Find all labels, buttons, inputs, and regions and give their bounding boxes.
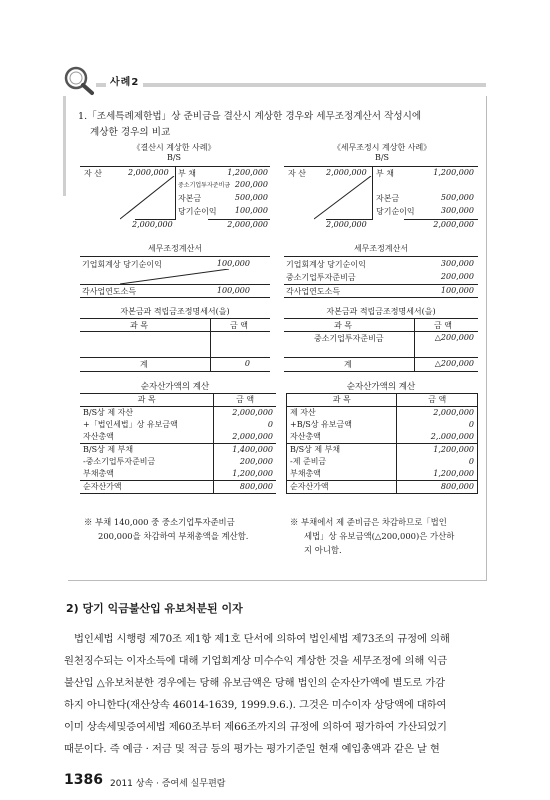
bs-center-rule [372, 166, 373, 220]
tax-row1-label: 기업회계상 당기순이익 [82, 260, 162, 269]
nav-value: 1,200,000 [397, 444, 478, 457]
left-bs-table [80, 166, 270, 230]
case-subtitle-line2: 계상한 경우의 비교 [90, 127, 171, 138]
nav-row: 자산총액 [287, 431, 397, 444]
nav-h1: 과 목 [80, 394, 214, 407]
page-number: 1386 [64, 772, 103, 788]
right-caption: 《세무조정시 계상한 사례》 [332, 143, 432, 152]
nav-row: 자산총액 [80, 431, 214, 444]
tax-row1-label: 기업회계상 당기순이익 [286, 260, 366, 269]
profit-value: 100,000 [234, 206, 268, 215]
recon-col-rule [210, 319, 211, 371]
case-title: 사례2 [106, 73, 143, 88]
nav-value: 200,000 [239, 457, 273, 466]
case-subtitle-line1: 1.「조세특례제한법」상 준비금을 결산시 계상한 경우와 세무조정계산서 작성시에 [78, 111, 422, 122]
total-left: 2,000,000 [132, 220, 173, 229]
nav-value: 1,200,000 [397, 468, 478, 481]
capital-value: 500,000 [440, 193, 474, 202]
recon-total-value: 0 [244, 359, 250, 368]
nav-h2: 금 액 [214, 394, 276, 407]
nav-value: 800,000 [397, 481, 478, 494]
nav-row: +B/S상 유보금액 [287, 419, 397, 431]
nav-row: 제 자산 [287, 407, 397, 420]
debt-label: 부 채 [178, 169, 196, 178]
left-note-line1: ※ 부채 140,000 중 중소기업투자준비금 [84, 517, 235, 527]
nav-h1: 과 목 [287, 394, 397, 407]
left-recon-title: 자본금과 적립금조정명세서(을) [120, 307, 230, 316]
nav-row: B/S상 제 부채 [287, 444, 397, 457]
nav-row: 부채총액 [80, 468, 214, 481]
right-note-line2: 세법」상 유보금액(△200,000)은 가산하 [304, 531, 455, 541]
asset-value: 2,000,000 [128, 168, 169, 177]
asset-label: 자 산 [288, 169, 306, 178]
nav-row: B/S상 제 자산 [80, 407, 214, 420]
recon-h2: 금 액 [434, 321, 452, 330]
tax-row3-rule [80, 284, 270, 285]
asset-label: 자 산 [84, 169, 102, 178]
nav-value: 2,000,000 [214, 431, 276, 444]
recon-h2: 금 액 [230, 321, 248, 330]
body-line: 불산입 △유보처분한 경우에는 당해 유보금액은 당해 법인의 순자산가액에 별도로 가감 [64, 677, 446, 689]
bs-center-rule [175, 166, 176, 220]
tax-diagonal [120, 269, 230, 285]
total-right: 2,000,000 [433, 220, 474, 229]
capital-label: 자본금 [376, 194, 400, 203]
total-left: 2,000,000 [326, 220, 367, 229]
right-tax-title: 세무조정계산서 [353, 244, 409, 253]
left-nav-table [80, 393, 276, 494]
recon-header-rule [80, 331, 270, 332]
nav-h2: 금 액 [397, 394, 478, 407]
nav-row: -중소기업투자준비금 [80, 456, 214, 468]
recon-total-label: 계 [344, 360, 352, 369]
recon-h1: 과 목 [334, 321, 352, 330]
left-bs-label: B/S [166, 153, 182, 162]
body-line: 때문이다. 즉 예금 · 저금 및 적금 등의 평가는 평가기준일 현재 예입총액과 같은 날 현 [64, 743, 440, 755]
nav-value: 2,000,000 [397, 407, 478, 420]
tax-row2-value: 200,000 [440, 272, 474, 281]
case-header [62, 66, 486, 92]
profit-label: 당기순이익 [178, 207, 217, 216]
nav-row: 순자산가액 [287, 481, 397, 494]
body-line: 원천징수되는 이자소득에 대해 기업회계상 미수수익 계상한 것을 세무조정에 의해 익금 [64, 655, 448, 667]
reserve-value: 200,000 [234, 180, 268, 189]
nav-value: 800,000 [214, 481, 276, 494]
nav-value: 1,400,000 [232, 445, 273, 454]
recon-total-rule [284, 357, 478, 358]
left-recon-table [80, 318, 270, 372]
tax-row3-value: 100,000 [216, 286, 250, 295]
bs-diagonal [314, 176, 372, 220]
left-tax-table [80, 256, 270, 298]
debt-label: 부 채 [376, 169, 394, 178]
recon-total-value: △200,000 [434, 359, 474, 368]
right-tax-table [284, 256, 478, 298]
profit-label: 당기순이익 [376, 207, 415, 216]
bs-diagonal [120, 176, 175, 220]
left-nav-title: 순자산가액의 계산 [140, 382, 210, 392]
body-line: 법인세법 시행령 제70조 제1항 제1호 단서에 의하여 법인세법 제73조의 규정에 의해 [74, 633, 450, 645]
left-caption: 《결산시 계상한 사례》 [132, 143, 216, 152]
body-line: 하지 아니한다(재산상속 46014-1639, 1999.9.6.). 그것은 미수이자 상당액에 대하여 [64, 699, 447, 711]
body-line: 이미 상속세및증여세법 제60조부터 제66조까지의 규정에 의하여 평가하여 가산되었기 [64, 721, 447, 733]
recon-header-rule [284, 331, 478, 332]
nav-row: +「법인세법」상 유보금액 [80, 419, 214, 431]
right-nav-table [286, 393, 478, 494]
left-tax-title: 세무조정계산서 [147, 244, 203, 253]
right-recon-title: 자본금과 적립금조정명세서(을) [326, 307, 436, 316]
right-bs-table [284, 166, 478, 230]
tax-row3-label: 각사업연도소득 [286, 287, 341, 296]
tax-row2-label: 중소기업투자준비금 [286, 273, 356, 282]
nav-value: 2,000,000 [232, 408, 273, 417]
debt-value: 1,200,000 [227, 168, 268, 177]
bs-top-rule [284, 166, 478, 167]
nav-row: B/S상 제 부채 [80, 444, 214, 457]
capital-label: 자본금 [178, 194, 202, 203]
nav-value: 0 [397, 456, 478, 468]
side-bar [63, 96, 66, 196]
recon-total-rule [80, 357, 270, 358]
total-right: 2,000,000 [227, 220, 268, 229]
reserve-label: 중소기업투자준비금 [178, 182, 231, 189]
nav-value: 0 [267, 420, 273, 429]
nav-row: 부채총액 [287, 468, 397, 481]
debt-value: 1,200,000 [433, 168, 474, 177]
header-rule [96, 83, 486, 87]
tax-row3-label: 각사업연도소득 [82, 287, 137, 296]
recon-total-label: 계 [140, 360, 148, 369]
asset-value: 2,000,000 [326, 168, 367, 177]
nav-value: 2,.000,000 [397, 431, 478, 444]
recon-item-label: 중소기업투자준비금 [314, 334, 384, 343]
right-bs-label: B/S [374, 153, 390, 162]
magnifier-icon [62, 66, 102, 96]
recon-h1: 과 목 [130, 321, 148, 330]
nav-value: 1,200,000 [214, 468, 276, 481]
right-nav-title: 순자산가액의 계산 [346, 382, 416, 392]
capital-value: 500,000 [234, 193, 268, 202]
nav-row: -제 준비금 [287, 456, 397, 468]
right-recon-table [284, 318, 478, 372]
right-note-line1: ※ 부채에서 제 준비금은 차감하므로「법인 [290, 517, 447, 527]
section-heading: 2) 당기 익금불산입 유보처분된 이자 [66, 602, 243, 615]
recon-col-rule [414, 319, 415, 371]
profit-value: 300,000 [440, 206, 474, 215]
book-title: 2011 상속 · 증여세 실무편람 [110, 779, 226, 789]
tax-row3-value: 100,000 [440, 286, 474, 295]
left-note-line2: 200,000을 차감하여 부채총액을 계산함. [98, 531, 249, 541]
tax-row1-value: 300,000 [440, 259, 474, 268]
nav-value: 0 [397, 419, 478, 431]
recon-item-value: △200,000 [434, 333, 474, 342]
right-note-line3: 지 아니함. [304, 545, 342, 555]
tax-row1-value: 100,000 [216, 259, 250, 268]
tax-row3-rule [284, 284, 478, 285]
nav-row: 순자산가액 [80, 481, 214, 494]
